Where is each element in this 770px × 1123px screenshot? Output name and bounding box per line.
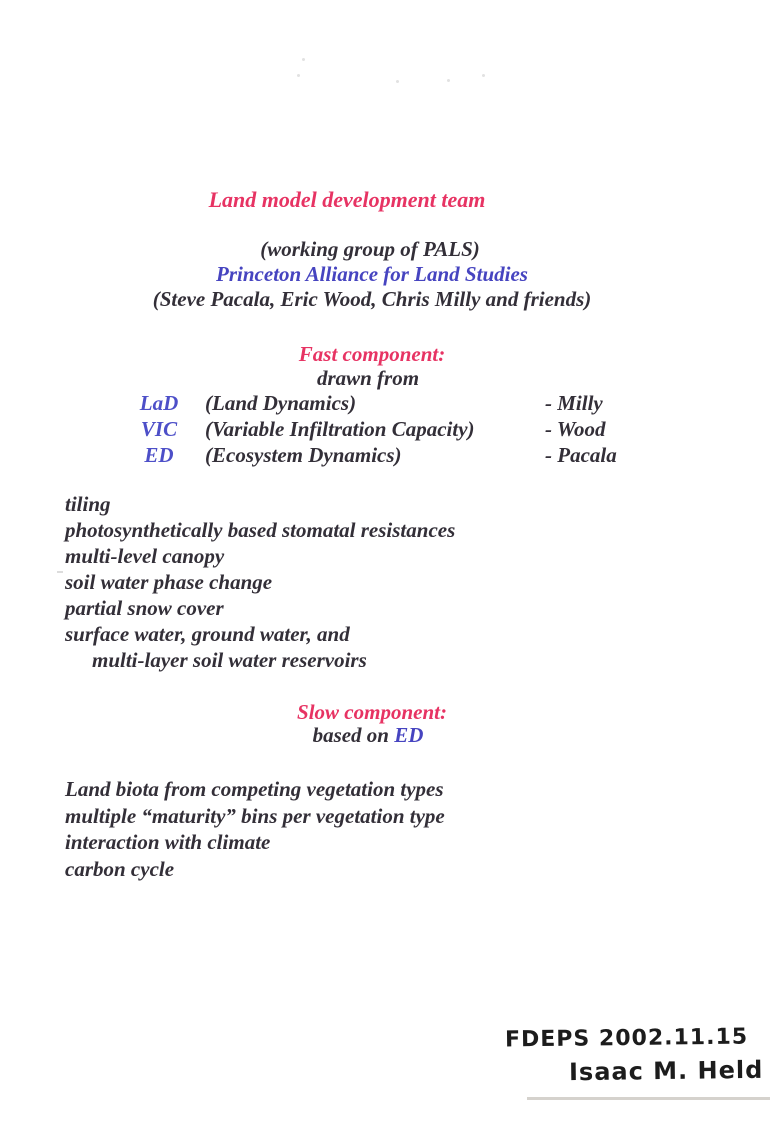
scan-speck: [447, 79, 450, 82]
fast-component-subheading: drawn from: [316, 366, 420, 390]
feature-item: photosynthetically based stomatal resistances: [65, 518, 456, 542]
handwritten-author: Isaac M. Held: [568, 1055, 764, 1087]
scan-speck: [396, 80, 399, 83]
fast-component-heading: Fast component:: [298, 342, 446, 366]
feature-item: Land biota from competing vegetation types: [65, 777, 444, 801]
slow-component-heading: Slow component:: [297, 700, 447, 724]
feature-item: partial snow cover: [65, 596, 224, 620]
feature-item: soil water phase change: [65, 570, 273, 594]
model-row-lad: [0, 393, 770, 417]
feature-item: multiple “maturity” bins per vegetation type: [65, 803, 445, 828]
model-acronym: ED: [144, 443, 174, 467]
subtitle-pals-full-name: Princeton Alliance for Land Studies: [216, 262, 528, 286]
model-description: (Variable Infiltration Capacity): [205, 417, 475, 441]
feature-item: surface water, ground water, and: [65, 622, 350, 646]
subtitle-working-group: (working group of PALS): [260, 237, 480, 261]
scan-speck: [297, 74, 300, 77]
subtitle-team-members: (Steve Pacala, Eric Wood, Chris Milly and friends): [152, 287, 592, 311]
paper-edge-line: [527, 1097, 770, 1100]
scan-speck: [302, 58, 305, 61]
model-description: (Land Dynamics): [205, 391, 357, 415]
scan-speck: [57, 571, 63, 573]
slow-subheading-model: ED: [394, 723, 424, 747]
handwritten-date: FDEPS 2002.11.15: [504, 1024, 749, 1053]
scan-speck: [482, 74, 485, 77]
model-description: (Ecosystem Dynamics): [205, 443, 402, 467]
page-title: Land model development team: [208, 187, 486, 212]
model-acronym: VIC: [140, 417, 178, 441]
slow-component-subheading: [313, 725, 424, 746]
feature-item: carbon cycle: [65, 856, 175, 881]
feature-item: multi-layer soil water reservoirs: [92, 648, 367, 672]
feature-item: tiling: [65, 492, 111, 516]
model-credit: - Wood: [545, 417, 606, 441]
feature-item: multi-level canopy: [65, 544, 225, 568]
model-credit: - Milly: [545, 391, 603, 415]
slow-feature-list: [65, 776, 445, 882]
model-row-vic: [0, 419, 770, 443]
feature-item: interaction with climate: [65, 830, 271, 854]
model-credit: - Pacala: [545, 443, 617, 467]
model-row-ed: [0, 445, 770, 469]
fast-feature-list: [65, 491, 455, 673]
slow-subheading-prefix: based on: [312, 723, 395, 747]
model-acronym: LaD: [139, 391, 179, 415]
